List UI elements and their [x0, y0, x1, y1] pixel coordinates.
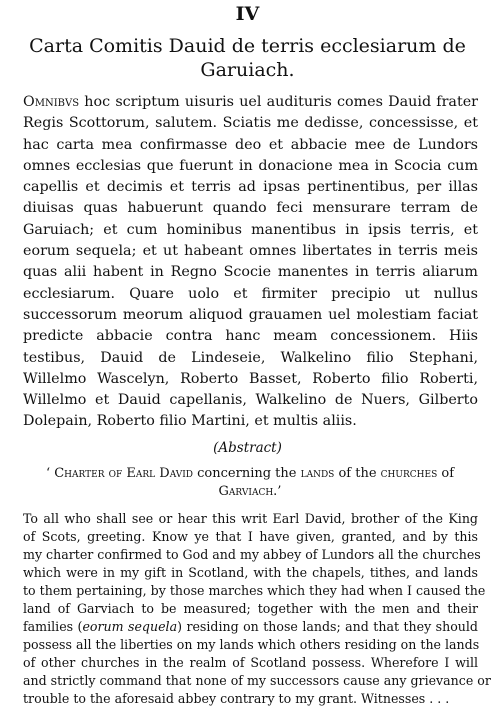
english-line: of other churches in the realm of Scotland possess. Wherefore I will — [23, 655, 478, 670]
abstract-title-line: ‘ Charter of Earl David concerning the lands of the churches of — [45, 466, 455, 481]
latin-line: successorum meorum aliquod grauamen uel molestiam faciat — [23, 306, 478, 323]
english-line: which were in my gift in Scotland, with the chapels, tithes, and lands — [23, 565, 478, 580]
latin-line: Willelmo Wascelyn, Roberto Basset, Roberto filio Roberti, — [23, 370, 478, 387]
english-line: and strictly command that none of my successors cause any grievance or — [23, 673, 491, 688]
english-line: possess all the liberties on my lands which others residing on the lands — [23, 637, 480, 652]
abstract-label: (Abstract) — [213, 440, 282, 456]
latin-line: diuisas quas habuerunt quando feci mensurare terram de — [23, 200, 478, 217]
latin-text — [23, 92, 478, 433]
latin-line: hac carta mea confirmasse deo et abbacie mee de Lundors — [23, 136, 478, 153]
english-line: families (eorum sequela) residing on those lands; and that they should — [23, 619, 478, 634]
latin-line: Dolepain, Roberto filio Martini, et multis aliis. — [23, 413, 357, 430]
title-line: Carta Comitis Dauid de terris ecclesiarum de — [29, 35, 466, 57]
latin-line: quas alii habent in Regno Scocie manentes in terris aliarum — [23, 264, 478, 281]
latin-line: omnes ecclesias que fuerunt in donacione mea in Scocia cum — [23, 157, 478, 174]
latin-line: ecclesiarum. Quare uolo et firmiter precipio ut nullus — [23, 285, 478, 302]
abstract-title-line: Garviach.’ — [218, 484, 282, 499]
latin-line: Omnibvs hoc scriptum uisuris uel audituris comes Dauid frater — [23, 94, 478, 110]
latin-line: Regis Scottorum, salutem. Sciatis me dedisse, concessisse, et — [23, 115, 478, 132]
latin-line: eorum sequela; et ut habeant omnes libertates in terris meis — [23, 243, 478, 260]
latin-first-word: Omnibvs — [23, 94, 80, 110]
latin-gloss: eorum sequela — [82, 619, 178, 634]
title-line: Garuiach. — [200, 59, 295, 81]
english-line: land of Garviach to be measured; together with the men and their — [23, 601, 478, 616]
charter-title — [20, 34, 475, 82]
english-line: to them pertaining, by those marches which they had when I caused the — [23, 583, 486, 598]
english-line: trouble to the aforesaid abbey contrary to my grant. Witnesses . . . — [23, 691, 450, 706]
english-line: of Scots, greeting. Know ye that I have given, granted, and by this — [23, 529, 478, 544]
abstract-title — [25, 465, 475, 501]
chapter-number: IV — [235, 3, 260, 25]
latin-line: testibus, Dauid de Lindeseie, Walkelino filio Stephani, — [23, 349, 478, 366]
latin-line: capellis et decimis et terris ad ipsas pertinentibus, per illas — [23, 179, 478, 196]
latin-line: predicte abbacie contra hanc meam concessionem. Hiis — [23, 328, 478, 345]
latin-line: Garuiach; et cum hominibus manentibus in ipsis terris, et — [23, 221, 478, 238]
english-line: my charter confirmed to God and my abbey of Lundors all the churches — [23, 547, 481, 562]
english-translation — [23, 510, 491, 708]
english-line: To all who shall see or hear this writ Earl David, brother of the King — [23, 511, 478, 526]
latin-line: Willelmo et Dauid capellanis, Walkelino de Nuers, Gilberto — [23, 392, 478, 409]
